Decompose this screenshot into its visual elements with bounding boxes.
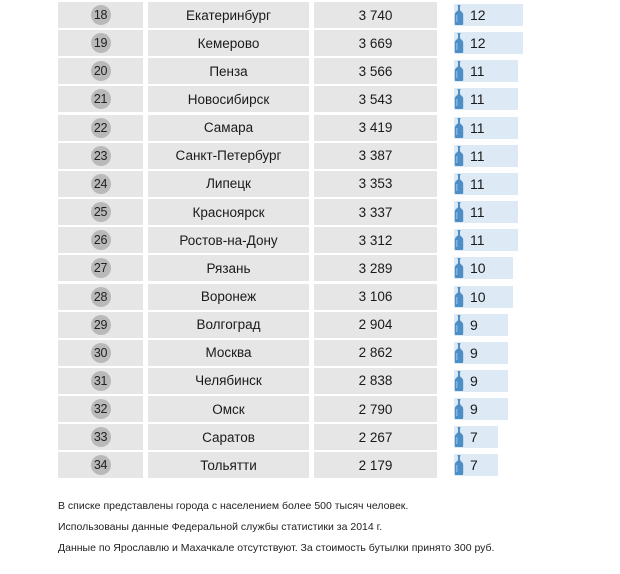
value-cell: 2 862: [314, 340, 437, 366]
city-cell: Екатеринбург: [148, 2, 309, 28]
bottle-icon: [454, 174, 464, 194]
rank-badge: 18: [91, 5, 111, 25]
table-row: [58, 452, 512, 478]
footnote: Данные по Ярославлю и Махачкале отсутствуют. За стоимость бутылки принято 300 руб.: [58, 542, 495, 554]
bottle-icon: [454, 146, 464, 166]
bottles-count: 11: [470, 91, 485, 108]
rank-cell: [58, 115, 143, 141]
bottle-icon: [454, 287, 464, 307]
rank-cell: [58, 171, 143, 197]
city-cell: Москва: [148, 340, 309, 366]
table-row: [58, 86, 512, 112]
bottle-icon: [454, 315, 464, 335]
rank-cell: [58, 143, 143, 169]
city-cell: Самара: [148, 115, 309, 141]
bottles-bar: [454, 145, 518, 167]
table-row: [58, 255, 512, 281]
value-cell: 3 353: [314, 171, 437, 197]
rank-badge: 28: [91, 287, 111, 307]
city-cell: Тольятти: [148, 452, 309, 478]
rank-badge: 31: [91, 371, 111, 391]
bottle-icon: [454, 89, 464, 109]
bottle-icon: [454, 258, 464, 278]
rank-badge: 26: [91, 230, 111, 250]
rank-cell: [58, 30, 143, 56]
value-cell: 3 669: [314, 30, 437, 56]
table-row: [58, 227, 512, 253]
bottles-bar: [454, 286, 513, 308]
rank-badge: 20: [91, 61, 111, 81]
rank-badge: 32: [91, 399, 111, 419]
rank-cell: [58, 340, 143, 366]
rank-badge: 22: [91, 118, 111, 138]
city-cell: Рязань: [148, 255, 309, 281]
footnote: Использованы данные Федеральной службы статистики за 2014 г.: [58, 521, 383, 533]
rank-badge: 23: [91, 146, 111, 166]
value-cell: 3 387: [314, 143, 437, 169]
bottles-count: 10: [470, 260, 486, 277]
rank-badge: 29: [91, 315, 111, 335]
value-cell: 3 740: [314, 2, 437, 28]
rank-badge: 21: [91, 89, 111, 109]
bottle-icon: [454, 202, 464, 222]
table-row: [58, 199, 512, 225]
table-row: [58, 396, 512, 422]
rank-cell: [58, 255, 143, 281]
rank-cell: [58, 312, 143, 338]
bottles-count: 11: [470, 175, 485, 192]
table-row: [58, 2, 512, 28]
bottles-bar: [454, 4, 523, 26]
value-cell: 2 904: [314, 312, 437, 338]
value-cell: 2 179: [314, 452, 437, 478]
bottles-count: 7: [470, 457, 478, 474]
bottles-count: 9: [470, 316, 478, 333]
bottles-count: 9: [470, 344, 478, 361]
rank-cell: [58, 452, 143, 478]
value-cell: 3 312: [314, 227, 437, 253]
footnote: В списке представлены города с населением более 500 тысяч человек.: [58, 500, 409, 512]
rank-badge: 30: [91, 343, 111, 363]
bottles-bar: [454, 426, 498, 448]
table-row: [58, 340, 512, 366]
value-cell: 3 289: [314, 255, 437, 281]
table-row: [58, 424, 512, 450]
table-row: [58, 312, 512, 338]
table-row: [58, 171, 512, 197]
city-cell: Волгоград: [148, 312, 309, 338]
rank-cell: [58, 58, 143, 84]
bottle-icon: [454, 399, 464, 419]
city-cell: Липецк: [148, 171, 309, 197]
bottles-bar: [454, 398, 508, 420]
rank-cell: [58, 284, 143, 310]
city-cell: Пенза: [148, 58, 309, 84]
bottles-bar: [454, 173, 518, 195]
rank-badge: 25: [91, 202, 111, 222]
value-cell: 3 337: [314, 199, 437, 225]
bottles-bar: [454, 201, 518, 223]
footnotes: [58, 498, 494, 561]
bottle-icon: [454, 455, 464, 475]
bottles-count: 11: [470, 63, 485, 80]
value-cell: 3 419: [314, 115, 437, 141]
value-cell: 3 543: [314, 86, 437, 112]
city-cell: Новосибирск: [148, 86, 309, 112]
city-cell: Омск: [148, 396, 309, 422]
table-row: [58, 143, 512, 169]
rank-badge: 27: [91, 258, 111, 278]
bottle-icon: [454, 343, 464, 363]
value-cell: 2 267: [314, 424, 437, 450]
bottle-icon: [454, 118, 464, 138]
bottles-count: 12: [470, 35, 486, 52]
rank-badge: 24: [91, 174, 111, 194]
bottles-bar: [454, 32, 523, 54]
table-row: [58, 115, 512, 141]
rank-badge: 19: [91, 33, 111, 53]
rank-badge: 33: [91, 427, 111, 447]
bottles-bar: [454, 117, 518, 139]
rank-cell: [58, 199, 143, 225]
rank-cell: [58, 396, 143, 422]
city-cell: Воронеж: [148, 284, 309, 310]
rank-cell: [58, 368, 143, 394]
city-cell: Санкт-Петербург: [148, 143, 309, 169]
rank-badge: 34: [91, 455, 111, 475]
value-cell: 3 566: [314, 58, 437, 84]
bottles-bar: [454, 342, 508, 364]
bottles-bar: [454, 60, 518, 82]
bottles-count: 7: [470, 429, 478, 446]
bottle-icon: [454, 33, 464, 53]
table-row: [58, 58, 512, 84]
rank-cell: [58, 86, 143, 112]
bottles-count: 11: [470, 147, 485, 164]
city-cell: Красноярск: [148, 199, 309, 225]
bottle-icon: [454, 230, 464, 250]
bottles-count: 12: [470, 7, 486, 23]
table-row: [58, 368, 512, 394]
city-cell: Челябинск: [148, 368, 309, 394]
bottles-count: 11: [470, 204, 485, 221]
bottles-bar: [454, 257, 513, 279]
value-cell: 3 106: [314, 284, 437, 310]
rank-cell: [58, 424, 143, 450]
bottles-bar: [454, 88, 518, 110]
city-cell: Саратов: [148, 424, 309, 450]
rank-cell: [58, 227, 143, 253]
rank-cell: [58, 2, 143, 28]
city-cell: Ростов-на-Дону: [148, 227, 309, 253]
bottles-count: 11: [470, 119, 485, 136]
bottles-count: 11: [470, 232, 485, 249]
table-row: [58, 30, 512, 56]
value-cell: 2 790: [314, 396, 437, 422]
bottles-bar: [454, 229, 518, 251]
bottle-icon: [454, 5, 464, 25]
bottles-bar: [454, 314, 508, 336]
city-cell: Кемерово: [148, 30, 309, 56]
table-row: [58, 284, 512, 310]
bottle-icon: [454, 427, 464, 447]
value-cell: 2 838: [314, 368, 437, 394]
bottles-count: 10: [470, 288, 486, 305]
bottle-icon: [454, 371, 464, 391]
bottles-count: 9: [470, 401, 478, 418]
bottles-bar: [454, 370, 508, 392]
bottles-count: 9: [470, 372, 478, 389]
bottle-icon: [454, 61, 464, 81]
bottles-bar: [454, 454, 498, 476]
